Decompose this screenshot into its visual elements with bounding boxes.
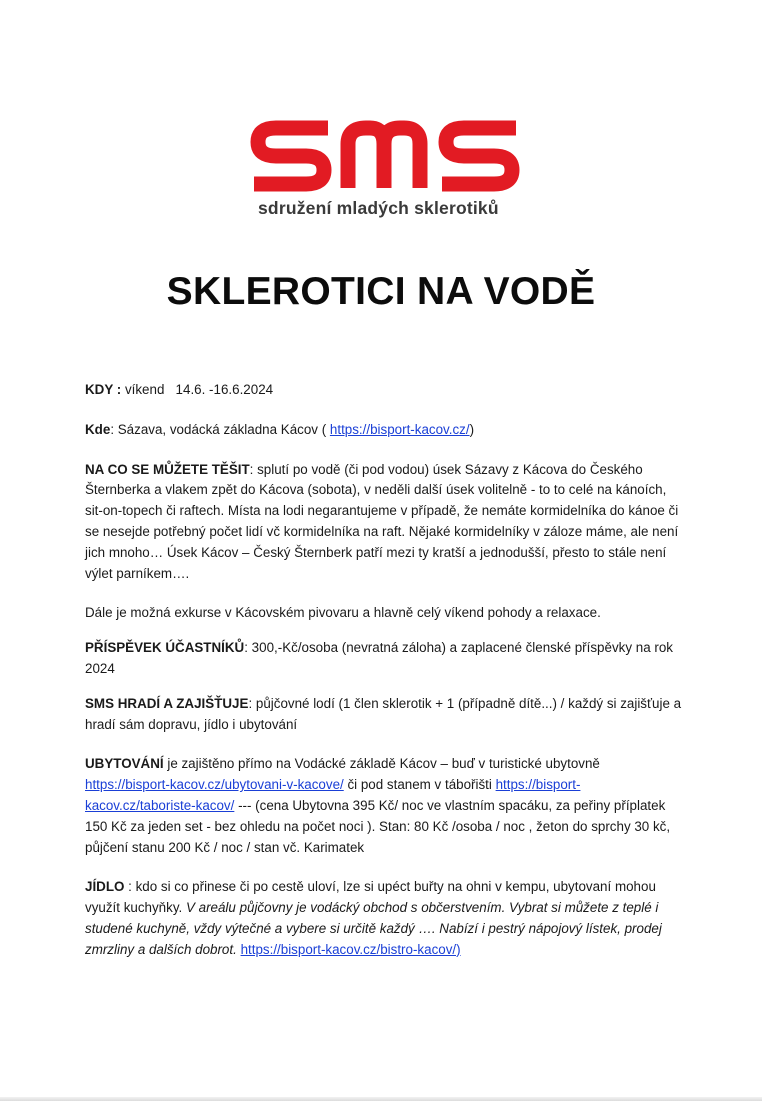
dale-paragraph: [85, 603, 685, 624]
kde-text: : Sázava, vodácká základna Kácov (: [110, 421, 330, 437]
prispevek-label: PŘÍSPĚVEK ÚČASTNÍKŮ: [85, 640, 245, 656]
dale-text: Dále je možná exkurse v Kácovském pivovaru a hlavně celý víkend pohody a relaxace.: [85, 605, 601, 621]
page-bottom-edge: [0, 1097, 762, 1101]
ubytovani-paragraph: [85, 754, 685, 858]
ubytovani-text-2: či pod stanem v tábořišti: [343, 777, 496, 793]
tesit-label: NA CO SE MŮŽETE TĚŠIT: [85, 461, 250, 477]
bistro-link[interactable]: https://bisport-kacov.cz/bistro-kacov/): [240, 941, 461, 957]
prispevek-paragraph: [85, 638, 685, 680]
jidlo-label: JÍDLO: [85, 879, 125, 895]
hradi-text: : půjčovné lodí (1 člen sklerotik + 1 (případně dítě...) / každý si zajišťuje a hradí sám dopravu, jídlo i ubytování: [85, 695, 682, 732]
kde-label: Kde: [85, 421, 111, 437]
ubytovna-link[interactable]: https://bisport-kacov.cz/ubytovani-v-kacove/: [85, 777, 344, 793]
hradi-label: SMS HRADÍ A ZAJIŠŤUJE: [85, 695, 249, 711]
taboriste-link[interactable]: https://bisport-kacov.cz/taboriste-kacov/: [85, 777, 581, 813]
kdy-label: KDY :: [85, 382, 122, 397]
document-title: SKLEROTICI NA VODĚ: [166, 270, 596, 313]
prispevek-text: : 300,-Kč/osoba (nevratná záloha) a zaplacené členské příspěvky na rok 2024: [85, 640, 673, 676]
ubytovani-label: UBYTOVÁNÍ: [85, 756, 164, 772]
kde-link[interactable]: https://bisport-kacov.cz/: [329, 421, 470, 437]
hradi-paragraph: [85, 694, 685, 736]
tesit-paragraph: [85, 460, 685, 585]
sms-logo: [250, 118, 520, 228]
kdy-paragraph: [85, 380, 685, 401]
kdy-text: víkend 14.6. -16.6.2024: [121, 382, 274, 397]
kde-text-end: ): [469, 421, 475, 437]
ubytovani-text: je zajištěno přímo na Vodácké základě Kácov – buď v turistické ubytovně: [163, 756, 600, 772]
logo-subtitle: sdružení mladých sklerotiků: [258, 198, 499, 218]
jidlo-text: : kdo si co přinese či po cestě uloví, lze si upéct buřty na ohni v kempu, ubytovaní mohou využít kuchyňky.: [85, 879, 656, 916]
jidlo-paragraph: [85, 877, 685, 960]
ubytovani-text-3: --- (cena Ubytovna 395 Kč/ noc ve vlastním spacáku, za peřiny příplatek 150 Kč za jeden set - bez ohledu na počet noci ). Stan: 80 Kč /osoba / noc , žeton do sprchy 30 kč, půjčení stanu 200 Kč / noc / stan vč. Karimatek: [85, 797, 671, 855]
kde-paragraph: [85, 420, 685, 441]
tesit-text: : splutí po vodě (či pod vodou) úsek Sázavy z Kácova do Českého Šternberka a vlakem zpět do Kácova (sobota), v neděli další úsek volitelně - to to celé na kánoích, sit-on-topech či raftech. Místa na lodi negarantujeme v případě, že nemáte kormidelníka do kánoe či se nesejde potřebný počet lidí vč kormidelníka na raft. Nějaké kormidelníky v záloze máme, ale není jich mnoho… Úsek Kácov – Český Šternberk patří mezi ty kratší a jednodušší, přesto to stále není výlet parníkem….: [85, 461, 679, 581]
sms-logo-mark: [250, 118, 520, 198]
jidlo-italic-text: V areálu půjčovny je vodácký obchod s občerstvením. Vybrat si můžete z teplé i studené kuchyně, vždy výtečné a vybere si určitě každý …. Nabízí i pestrý nápojový lístek, prodej zmrzliny a dalších dobrot.: [85, 900, 662, 957]
document-body: [85, 380, 685, 980]
